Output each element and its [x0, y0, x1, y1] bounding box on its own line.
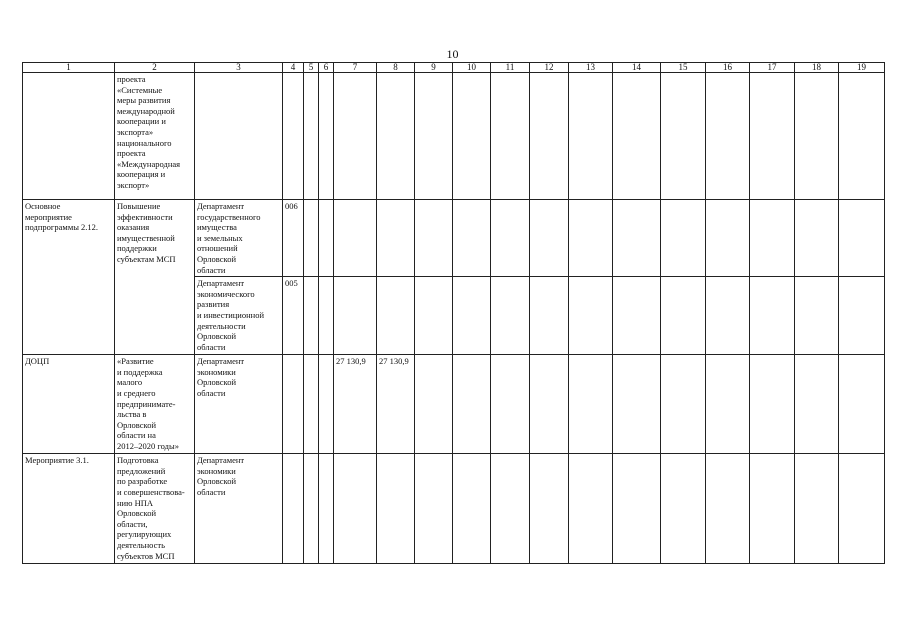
cell	[613, 200, 661, 277]
cell	[530, 277, 569, 355]
cell-executor: Департамент экономики Орловской области	[195, 355, 283, 454]
cell	[839, 200, 885, 277]
table-row	[23, 73, 885, 200]
column-number: 6	[319, 63, 334, 73]
column-number: 12	[530, 63, 569, 73]
cell	[750, 200, 795, 277]
cell	[839, 454, 885, 564]
cell	[319, 454, 334, 564]
cell	[334, 200, 377, 277]
cell	[613, 454, 661, 564]
table-row	[23, 454, 885, 564]
cell	[706, 454, 750, 564]
column-number: 4	[283, 63, 304, 73]
cell	[415, 355, 453, 454]
column-number: 13	[569, 63, 613, 73]
cell	[304, 73, 319, 200]
cell	[569, 200, 613, 277]
cell	[377, 454, 415, 564]
cell-grbs: 006	[283, 200, 304, 277]
cell-name: Повышение эффективности оказания имущественной поддержки субъектам МСП	[115, 200, 195, 355]
column-number: 18	[795, 63, 839, 73]
cell	[795, 200, 839, 277]
cell	[415, 277, 453, 355]
page-number: 10	[446, 47, 459, 61]
cell	[839, 277, 885, 355]
cell-executor: Департамент государственного имущества и земельных отношений Орловской области	[195, 200, 283, 277]
cell	[750, 73, 795, 200]
cell	[304, 454, 319, 564]
cell	[706, 200, 750, 277]
cell	[661, 454, 706, 564]
cell	[304, 355, 319, 454]
column-number: 19	[839, 63, 885, 73]
cell	[491, 355, 530, 454]
column-number: 1	[23, 63, 115, 73]
table-row	[23, 200, 885, 277]
cell	[795, 277, 839, 355]
cell	[569, 73, 613, 200]
cell	[304, 200, 319, 277]
cell-grbs	[283, 355, 304, 454]
cell-executor: Департамент экономического развития и инвестиционной деятельности Орловской области	[195, 277, 283, 355]
cell	[706, 73, 750, 200]
column-number: 9	[415, 63, 453, 73]
cell	[319, 200, 334, 277]
cell	[304, 277, 319, 355]
cell	[530, 355, 569, 454]
cell	[453, 200, 491, 277]
column-number-row	[23, 63, 885, 73]
cell	[319, 277, 334, 355]
cell-executor	[195, 73, 283, 200]
cell	[415, 454, 453, 564]
cell	[795, 454, 839, 564]
cell-grbs	[283, 454, 304, 564]
cell-name: «Развитие и поддержка малого и среднего предпринимате- льства в Орловской области на 2012–2020 годы»	[115, 355, 195, 454]
cell	[334, 73, 377, 200]
cell	[530, 200, 569, 277]
cell	[377, 277, 415, 355]
cell	[839, 73, 885, 200]
cell	[453, 73, 491, 200]
cell	[706, 355, 750, 454]
cell	[453, 277, 491, 355]
column-number: 11	[491, 63, 530, 73]
table-row	[23, 355, 885, 454]
cell	[750, 454, 795, 564]
column-number: 10	[453, 63, 491, 73]
column-number: 2	[115, 63, 195, 73]
column-number: 16	[706, 63, 750, 73]
cell	[377, 73, 415, 200]
cell-grbs	[283, 73, 304, 200]
column-number: 15	[661, 63, 706, 73]
cell	[334, 454, 377, 564]
cell	[661, 355, 706, 454]
cell	[661, 277, 706, 355]
column-number: 14	[613, 63, 661, 73]
cell	[530, 454, 569, 564]
cell	[319, 355, 334, 454]
column-number: 8	[377, 63, 415, 73]
budget-table	[22, 62, 885, 564]
cell-status	[23, 73, 115, 200]
cell-status: Мероприятие 3.1.	[23, 454, 115, 564]
cell	[491, 277, 530, 355]
cell	[661, 200, 706, 277]
cell	[453, 454, 491, 564]
cell	[706, 277, 750, 355]
cell-amount: 27 130,9	[377, 355, 415, 454]
cell-name: проекта «Системные меры развития международной кооперации и экспорта» национального проекта «Международная кооперация и экспорт»	[115, 73, 195, 200]
cell	[750, 355, 795, 454]
cell	[491, 200, 530, 277]
cell	[319, 73, 334, 200]
cell	[795, 355, 839, 454]
column-number: 3	[195, 63, 283, 73]
column-number: 5	[304, 63, 319, 73]
cell-executor: Департамент экономики Орловской области	[195, 454, 283, 564]
cell	[613, 355, 661, 454]
cell	[377, 200, 415, 277]
cell-status: ДОЦП	[23, 355, 115, 454]
cell	[661, 73, 706, 200]
cell-grbs: 005	[283, 277, 304, 355]
cell	[491, 73, 530, 200]
cell	[530, 73, 569, 200]
cell	[491, 454, 530, 564]
cell	[795, 73, 839, 200]
cell	[613, 73, 661, 200]
cell	[569, 454, 613, 564]
cell	[750, 277, 795, 355]
cell-status: Основное мероприятие подпрограммы 2.12.	[23, 200, 115, 355]
cell	[839, 355, 885, 454]
cell-amount: 27 130,9	[334, 355, 377, 454]
cell	[569, 355, 613, 454]
cell	[415, 200, 453, 277]
cell	[415, 73, 453, 200]
cell	[569, 277, 613, 355]
column-number: 7	[334, 63, 377, 73]
cell	[613, 277, 661, 355]
column-number: 17	[750, 63, 795, 73]
cell	[334, 277, 377, 355]
cell-name: Подготовка предложений по разработке и совершенствова- нию НПА Орловской области, регулирующих деятельность субъектов МСП	[115, 454, 195, 564]
cell	[453, 355, 491, 454]
